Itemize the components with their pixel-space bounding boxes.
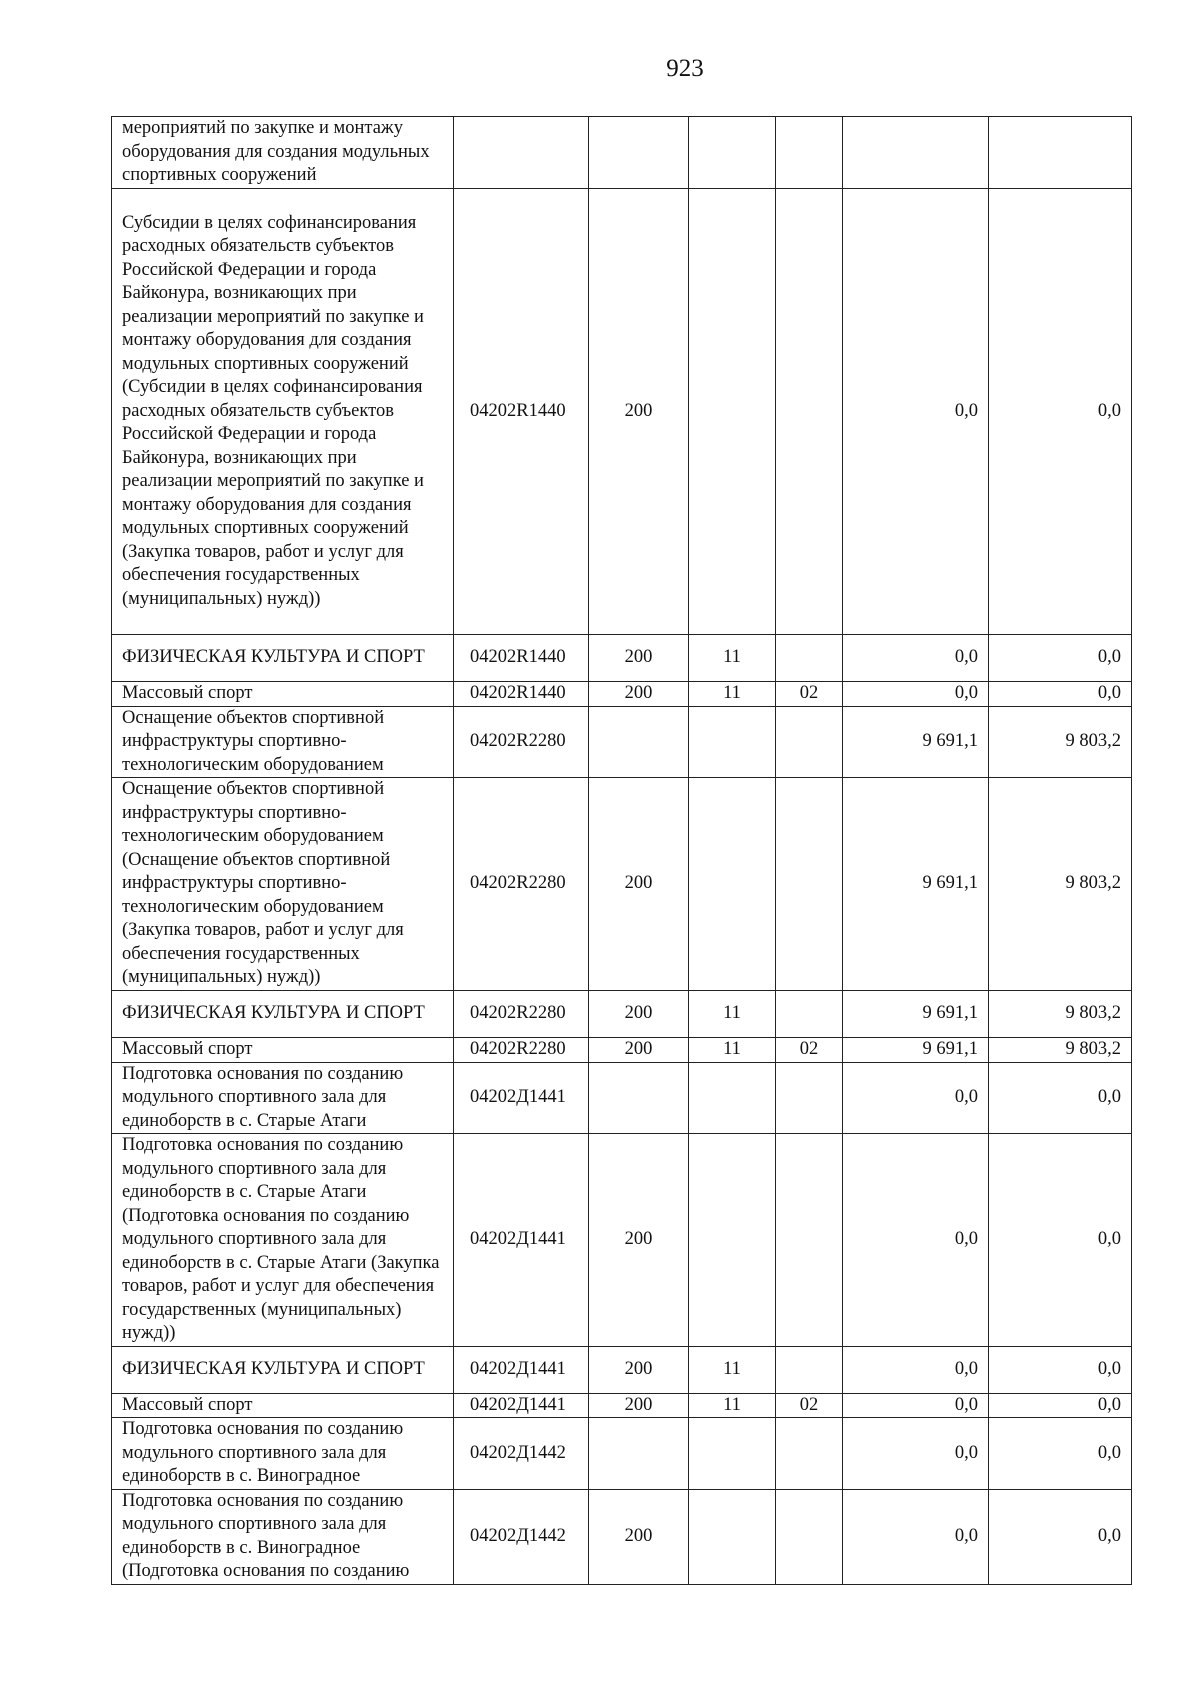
target-code-cell: [454, 117, 589, 189]
amount-year-1-cell: 0,0: [843, 682, 989, 707]
amount-year-2-cell: 0,0: [989, 1062, 1132, 1134]
amount-year-2-cell: [989, 117, 1132, 189]
name-cell: мероприятий по закупке и монтажу оборудования для создания модульных спортивных сооружений: [112, 117, 454, 189]
expense-type-cell: 200: [589, 778, 689, 991]
target-code-cell: 04202Д1441: [454, 1062, 589, 1134]
expense-type-cell: 200: [589, 1346, 689, 1393]
expense-type-cell: [589, 1062, 689, 1134]
table-row: [112, 1346, 1132, 1393]
page-number: 923: [666, 55, 704, 82]
amount-year-1-cell: 0,0: [843, 1489, 989, 1584]
expense-type-cell: 200: [589, 1038, 689, 1063]
subsection-cell: [776, 706, 843, 778]
subsection-cell: 02: [776, 1393, 843, 1418]
target-code-cell: 04202R2280: [454, 1038, 589, 1063]
name-cell: Массовый спорт: [112, 682, 454, 707]
target-code-cell: 04202R1440: [454, 635, 589, 682]
amount-year-1-cell: 9 691,1: [843, 991, 989, 1038]
table-row: [112, 1393, 1132, 1418]
budget-table: [111, 116, 1132, 1585]
subsection-cell: 02: [776, 682, 843, 707]
amount-year-1-cell: 0,0: [843, 189, 989, 635]
name-cell: Оснащение объектов спортивной инфраструктуры спортивно-технологическим оборудованием: [112, 706, 454, 778]
expense-type-cell: 200: [589, 1393, 689, 1418]
name-cell: Подготовка основания по созданию модульного спортивного зала для единоборств в с. Старые Атаги (Подготовка основания по созданию модульного спортивного зала для единоборств в с. Старые Атаги (Закупка товаров, работ и услуг для обеспечения государственных (муниципальных) нужд)): [112, 1134, 454, 1347]
subsection-cell: [776, 189, 843, 635]
amount-year-2-cell: 9 803,2: [989, 1038, 1132, 1063]
amount-year-2-cell: 0,0: [989, 189, 1132, 635]
expense-type-cell: 200: [589, 1134, 689, 1347]
section-cell: 11: [689, 682, 776, 707]
expense-type-cell: [589, 706, 689, 778]
target-code-cell: 04202R1440: [454, 189, 589, 635]
subsection-cell: [776, 991, 843, 1038]
name-cell: Массовый спорт: [112, 1393, 454, 1418]
target-code-cell: 04202Д1442: [454, 1489, 589, 1584]
target-code-cell: 04202Д1441: [454, 1134, 589, 1347]
subsection-cell: 02: [776, 1038, 843, 1063]
section-cell: 11: [689, 991, 776, 1038]
amount-year-1-cell: 0,0: [843, 1346, 989, 1393]
target-code-cell: 04202R2280: [454, 706, 589, 778]
expense-type-cell: [589, 1418, 689, 1490]
amount-year-1-cell: 9 691,1: [843, 706, 989, 778]
table-row: [112, 991, 1132, 1038]
subsection-cell: [776, 1418, 843, 1490]
amount-year-2-cell: 9 803,2: [989, 778, 1132, 991]
target-code-cell: 04202R2280: [454, 778, 589, 991]
amount-year-1-cell: 0,0: [843, 1418, 989, 1490]
section-cell: [689, 706, 776, 778]
section-cell: 11: [689, 1346, 776, 1393]
expense-type-cell: 200: [589, 635, 689, 682]
expense-type-cell: 200: [589, 991, 689, 1038]
subsection-cell: [776, 1489, 843, 1584]
subsection-cell: [776, 778, 843, 991]
amount-year-1-cell: 0,0: [843, 635, 989, 682]
expense-type-cell: 200: [589, 1489, 689, 1584]
section-cell: [689, 1489, 776, 1584]
name-cell: ФИЗИЧЕСКАЯ КУЛЬТУРА И СПОРТ: [112, 991, 454, 1038]
name-cell: Подготовка основания по созданию модульного спортивного зала для единоборств в с. Старые Атаги: [112, 1062, 454, 1134]
section-cell: 11: [689, 1038, 776, 1063]
name-cell: ФИЗИЧЕСКАЯ КУЛЬТУРА И СПОРТ: [112, 1346, 454, 1393]
subsection-cell: [776, 1062, 843, 1134]
target-code-cell: 04202Д1441: [454, 1346, 589, 1393]
amount-year-2-cell: 0,0: [989, 635, 1132, 682]
expense-type-cell: 200: [589, 682, 689, 707]
table-body: [112, 117, 1132, 1585]
expense-type-cell: 200: [589, 189, 689, 635]
section-cell: [689, 1418, 776, 1490]
amount-year-2-cell: 9 803,2: [989, 991, 1132, 1038]
section-cell: 11: [689, 635, 776, 682]
section-cell: [689, 189, 776, 635]
amount-year-2-cell: 0,0: [989, 1418, 1132, 1490]
section-cell: [689, 117, 776, 189]
amount-year-1-cell: 0,0: [843, 1393, 989, 1418]
name-cell: Оснащение объектов спортивной инфраструктуры спортивно-технологическим оборудованием (Оснащение объектов спортивной инфраструктуры спортивно-технологическим оборудованием (Закупка товаров, работ и услуг для обеспечения государственных (муниципальных) нужд)): [112, 778, 454, 991]
amount-year-2-cell: 9 803,2: [989, 706, 1132, 778]
section-cell: [689, 1134, 776, 1347]
section-cell: 11: [689, 1393, 776, 1418]
amount-year-1-cell: 9 691,1: [843, 1038, 989, 1063]
amount-year-1-cell: 0,0: [843, 1062, 989, 1134]
amount-year-2-cell: 0,0: [989, 1489, 1132, 1584]
expense-type-cell: [589, 117, 689, 189]
amount-year-1-cell: [843, 117, 989, 189]
table-row: [112, 1489, 1132, 1584]
subsection-cell: [776, 635, 843, 682]
target-code-cell: 04202R2280: [454, 991, 589, 1038]
target-code-cell: 04202Д1442: [454, 1418, 589, 1490]
table-row: [112, 1038, 1132, 1063]
target-code-cell: 04202Д1441: [454, 1393, 589, 1418]
target-code-cell: 04202R1440: [454, 682, 589, 707]
table-row: [112, 706, 1132, 778]
table-row: [112, 682, 1132, 707]
section-cell: [689, 1062, 776, 1134]
amount-year-2-cell: 0,0: [989, 1346, 1132, 1393]
name-cell: Массовый спорт: [112, 1038, 454, 1063]
amount-year-2-cell: 0,0: [989, 682, 1132, 707]
name-cell: Подготовка основания по созданию модульного спортивного зала для единоборств в с. Виноградное (Подготовка основания по созданию: [112, 1489, 454, 1584]
table-row: [112, 1062, 1132, 1134]
table-row: [112, 1418, 1132, 1490]
subsection-cell: [776, 1346, 843, 1393]
table-row: [112, 635, 1132, 682]
subsection-cell: [776, 1134, 843, 1347]
table-row: [112, 117, 1132, 189]
name-cell: Подготовка основания по созданию модульного спортивного зала для единоборств в с. Виноградное: [112, 1418, 454, 1490]
table-row: [112, 189, 1132, 635]
amount-year-1-cell: 9 691,1: [843, 778, 989, 991]
amount-year-2-cell: 0,0: [989, 1134, 1132, 1347]
table-row: [112, 1134, 1132, 1347]
section-cell: [689, 778, 776, 991]
name-cell: ФИЗИЧЕСКАЯ КУЛЬТУРА И СПОРТ: [112, 635, 454, 682]
name-cell: Субсидии в целях софинансирования расходных обязательств субъектов Российской Федерации и города Байконура, возникающих при реализации мероприятий по закупке и монтажу оборудования для создания модульных спортивных сооружений (Субсидии в целях софинансирования расходных обязательств субъектов Российской Федерации и города Байконура, возникающих при реализации мероприятий по закупке и монтажу оборудования для создания модульных спортивных сооружений (Закупка товаров, работ и услуг для обеспечения государственных (муниципальных) нужд)): [112, 189, 454, 635]
subsection-cell: [776, 117, 843, 189]
amount-year-1-cell: 0,0: [843, 1134, 989, 1347]
amount-year-2-cell: 0,0: [989, 1393, 1132, 1418]
table-row: [112, 778, 1132, 991]
